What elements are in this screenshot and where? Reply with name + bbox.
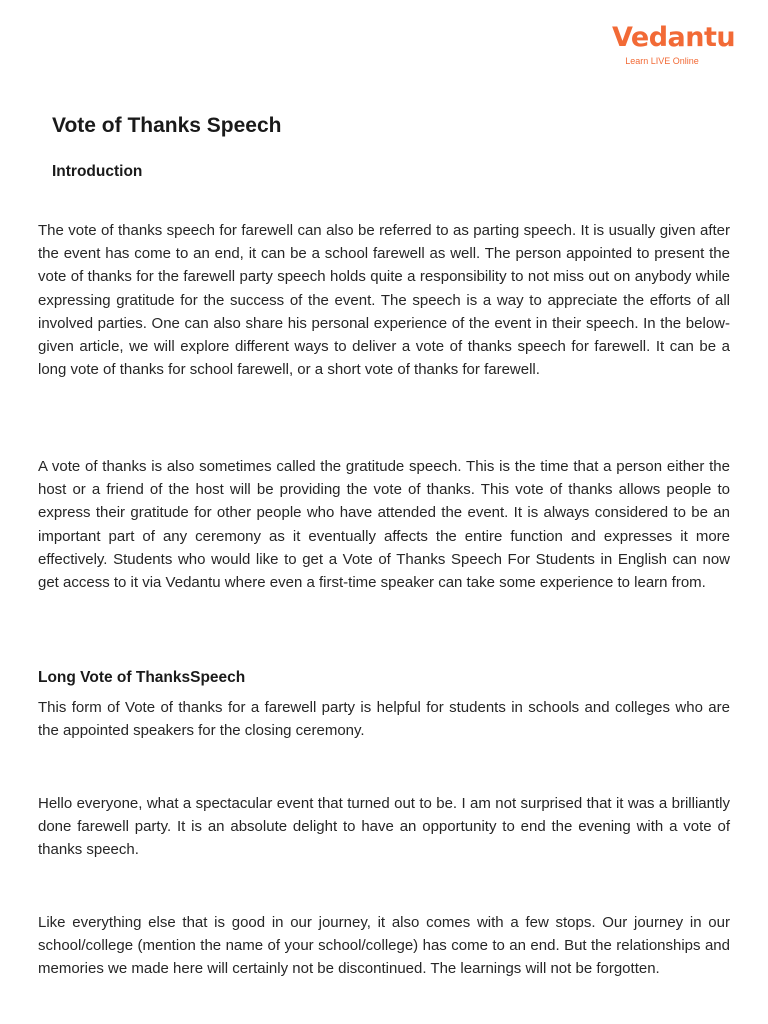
vedantu-logo	[612, 22, 736, 66]
logo-wordmark: Vedantu	[612, 22, 736, 53]
paragraph-intro-2: A vote of thanks is also sometimes called the gratitude speech. This is the time that a person either the host or a friend of the host will be providing the vote of thanks. This vote of thanks allows people to express their gratitude for other people who have attended the event. It is always considered to be an important part of any ceremony as it eventually affects the entire function and expresses it more effectively. Students who would like to get a Vote of Thanks Speech For Students in English can now get access to it via Vedantu where even a first-time speaker can take some experience to learn from.	[38, 458, 730, 592]
section-heading-introduction: Introduction	[52, 163, 143, 180]
logo-tagline: Learn LIVE Online	[625, 56, 699, 66]
paragraph-intro-1: The vote of thanks speech for farewell can also be referred to as parting speech. It is usually given after the event has come to an end, it can be a school farewell as well. The person appointed to present the vote of thanks for the farewell party speech holds quite a responsibility to not miss out on anybody while expressing gratitude for the success of the event. The speech is a way to appreciate the efforts of all involved parties. One can also share his personal experience of the event in their speech. In the below-given article, we will explore different ways to deliver a vote of thanks speech for farewell. It can be a long vote of thanks for school farewell, or a short vote of thanks for farewell.	[38, 222, 730, 379]
paragraph-long-3: Like everything else that is good in our journey, it also comes with a few stops. Our journey in our school/college (mention the name of your school/college) has come to an end. But the relationships and memories we made here will certainly not be discontinued. The learnings will not be forgotten.	[38, 914, 730, 978]
page-title: Vote of Thanks Speech	[52, 114, 282, 137]
paragraph-long-2: Hello everyone, what a spectacular event that turned out to be. I am not surprised that it was a brilliantly done farewell party. It is an absolute delight to have an opportunity to end the evening with a vote of thanks speech.	[38, 795, 730, 859]
paragraph-long-1: This form of Vote of thanks for a farewell party is helpful for students in schools and colleges who are the appointed speakers for the closing ceremony.	[38, 699, 730, 740]
section-heading-long-vote: Long Vote of ThanksSpeech	[38, 669, 246, 686]
